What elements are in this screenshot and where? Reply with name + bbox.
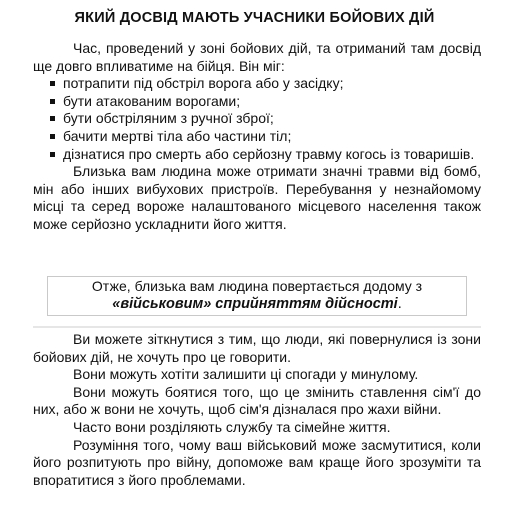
list-item-text: бути атакованим ворогами; <box>63 92 241 109</box>
list-item <box>33 75 481 93</box>
list-item <box>33 128 481 146</box>
list-item <box>33 93 481 111</box>
experience-list <box>33 75 481 163</box>
list-item-text: бачити мертві тіла або частини тіл; <box>63 127 292 144</box>
paragraph: Розуміння того, чому ваш військовий може засмутитися, коли його розпитують про війну, допоможе вам краще його зрозуміти та впоратитися з його проблемами. <box>33 436 481 488</box>
page-title: ЯКИЙ ДОСВІД МАЮТЬ УЧАСНИКИ БОЙОВИХ ДІЙ <box>74 10 435 26</box>
bullet-icon <box>50 134 55 139</box>
list-item-text: потрапити під обстріл ворога або у засідку; <box>63 75 344 92</box>
highlight-box <box>47 276 467 316</box>
returning-section <box>33 331 481 489</box>
bullet-icon <box>50 116 55 121</box>
list-item-text: бути обстріляним з ручної зброї; <box>63 110 274 127</box>
highlight-quoted: «військовим» <box>112 295 212 312</box>
bullet-icon <box>50 152 55 157</box>
divider <box>33 326 481 328</box>
highlight-emphasis <box>48 296 466 314</box>
paragraph: Вони можуть боятися того, що це змінить ставлення сім'ї до них, або ж вони не хочуть, щоб сім'я дізналася про жахи війни. <box>33 383 481 418</box>
paragraph: Вони можуть хотіти залишити ці спогади у минулому. <box>73 366 419 383</box>
highlight-line: Отже, близька вам людина повертається додому з <box>91 278 423 294</box>
highlight-rest: сприйняттям дійсності <box>215 295 398 312</box>
intro-paragraph: Час, проведений у зоні бойових дій, та отриманий там досвід ще довго впливатиме на бійця. Він міг: <box>33 40 481 74</box>
highlight-end: . <box>397 295 402 312</box>
list-item <box>33 146 481 164</box>
injuries-paragraph: Близька вам людина може отримати значні травми від бомб, мін або інших вибухових пристроїв. Перебування у незнайомому місці та серед вороже налаштованого місцевого населення також може серйозно ускладнити його життя. <box>33 163 481 232</box>
list-item-text: дізнатися про смерть або серйозну травму когось із товаришів. <box>63 145 475 162</box>
list-item <box>33 110 481 128</box>
bullet-icon <box>50 81 55 86</box>
paragraph: Часто вони розділяють службу та сімейне життя. <box>73 418 391 435</box>
bullet-icon <box>50 99 55 104</box>
paragraph: Ви можете зіткнутися з тим, що люди, які повернулися із зони бойових дій, не хочуть про це говорити. <box>33 331 481 365</box>
intro-section <box>33 40 481 234</box>
